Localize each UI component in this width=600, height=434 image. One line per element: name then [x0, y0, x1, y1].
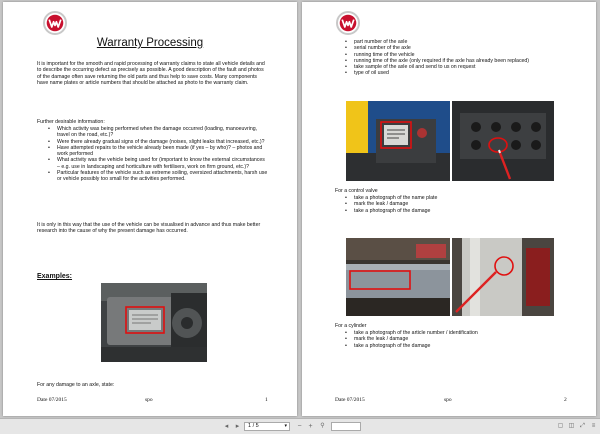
control-valve-heading: For a control valve [335, 188, 378, 194]
list-item: • Particular features of the vehicle such as extreme soiling, oversized attachments, harsh use or vehicle possibly too small for the activities performed. [47, 170, 269, 183]
document-page-1 [3, 2, 297, 416]
zoom-level-field[interactable] [331, 422, 361, 431]
page-selector[interactable] [244, 422, 290, 431]
footer-date: Date 07/2015 [37, 397, 67, 403]
list-item: • Have attempted repairs to the vehicle already been made (if yes – by who)? – photos and work performed [47, 145, 269, 158]
control-valve-name-plate-photo [346, 101, 450, 181]
zoom-in-button[interactable]: + [308, 423, 313, 430]
search-icon[interactable]: ⚲ [320, 423, 325, 429]
list-item: • take a photograph of the name plate [344, 195, 574, 201]
examples-heading: Examples: [37, 273, 73, 280]
list-item: • take a photograph of the damage [344, 208, 574, 214]
further-info-list [47, 126, 269, 183]
list-item: • type of oil used [344, 70, 574, 76]
list-item: • running time of the vehicle [344, 52, 574, 58]
list-item: • part number of the axle [344, 39, 574, 45]
list-item: • serial number of the axle [344, 45, 574, 51]
list-item: • take sample of the axle oil and send to us on request [344, 64, 574, 70]
list-item: • take a photograph of the damage [344, 343, 574, 349]
list-item: • mark the leak / damage [344, 201, 574, 207]
document-page-2 [302, 2, 596, 416]
page-title: Warranty Processing [96, 37, 204, 49]
list-item: • running time of the axle (only required if the axle has already been replaced) [344, 58, 574, 64]
two-page-view-icon[interactable]: ◫ [568, 423, 575, 429]
axle-name-plate-photo [101, 283, 207, 362]
list-item: • Were there already gradual signs of the damage (noises, slight leaks that increased, etc.)? [47, 139, 269, 145]
list-item: • take a photograph of the article number / identification [344, 330, 574, 336]
list-item: • mark the leak / damage [344, 336, 574, 342]
fullscreen-icon[interactable]: ⤢ [580, 423, 585, 429]
wacker-logo-icon [336, 11, 360, 35]
further-info-heading: Further desirable information: [37, 119, 105, 125]
chevron-down-icon: ▾ [284, 423, 287, 429]
cylinder-damage-photo [452, 238, 554, 316]
footer-author: spo [444, 397, 452, 403]
footer-page-number: 1 [265, 397, 268, 403]
cylinder-heading: For a cylinder [335, 323, 367, 329]
closing-paragraph: It is only in this way that the use of the vehicle can be visualised in advance and thus make better research into the cause of why the present damage has occurred. [37, 222, 261, 235]
footer-page-number: 2 [564, 397, 567, 403]
menu-icon[interactable]: ≡ [591, 423, 596, 429]
list-item: • Which activity was being performed when the damage occurred (loading, manoeuvring, travel on the road, etc.)? [47, 126, 269, 139]
intro-paragraph: It is important for the smooth and rapid processing of warranty claims to state all vehicle details and to describe the occurring defect as precisely as possible. A good description of the fault and photos of the damage often save returning the old parts and thus help to save costs. Many components have name plates or article numbers that should be attached as photo to the warranty claim. [37, 61, 265, 86]
wacker-logo-icon [43, 11, 67, 35]
next-page-button[interactable]: ▸ [235, 423, 240, 430]
footer-date: Date 07/2015 [335, 397, 365, 403]
previous-page-button[interactable]: ◂ [224, 423, 229, 430]
control-valve-damage-photo [452, 101, 554, 181]
list-item: • What activity was the vehicle being used for (important to know the external circumstances – e.g. use in landscaping and horticulture with fertilisers, work on firm ground, etc.)? [47, 157, 269, 170]
control-valve-list [344, 195, 574, 214]
cylinder-list [344, 330, 574, 349]
footer-author: spo [145, 397, 153, 403]
axle-damage-note: For any damage to an axle, state: [37, 382, 115, 388]
single-page-view-icon[interactable]: ▢ [557, 423, 564, 429]
viewer-toolbar [0, 418, 600, 434]
zoom-out-button[interactable]: − [297, 423, 302, 430]
axle-details-list [344, 39, 574, 77]
page-indicator: 1 / 5 [248, 423, 259, 429]
cylinder-identification-photo [346, 238, 450, 316]
